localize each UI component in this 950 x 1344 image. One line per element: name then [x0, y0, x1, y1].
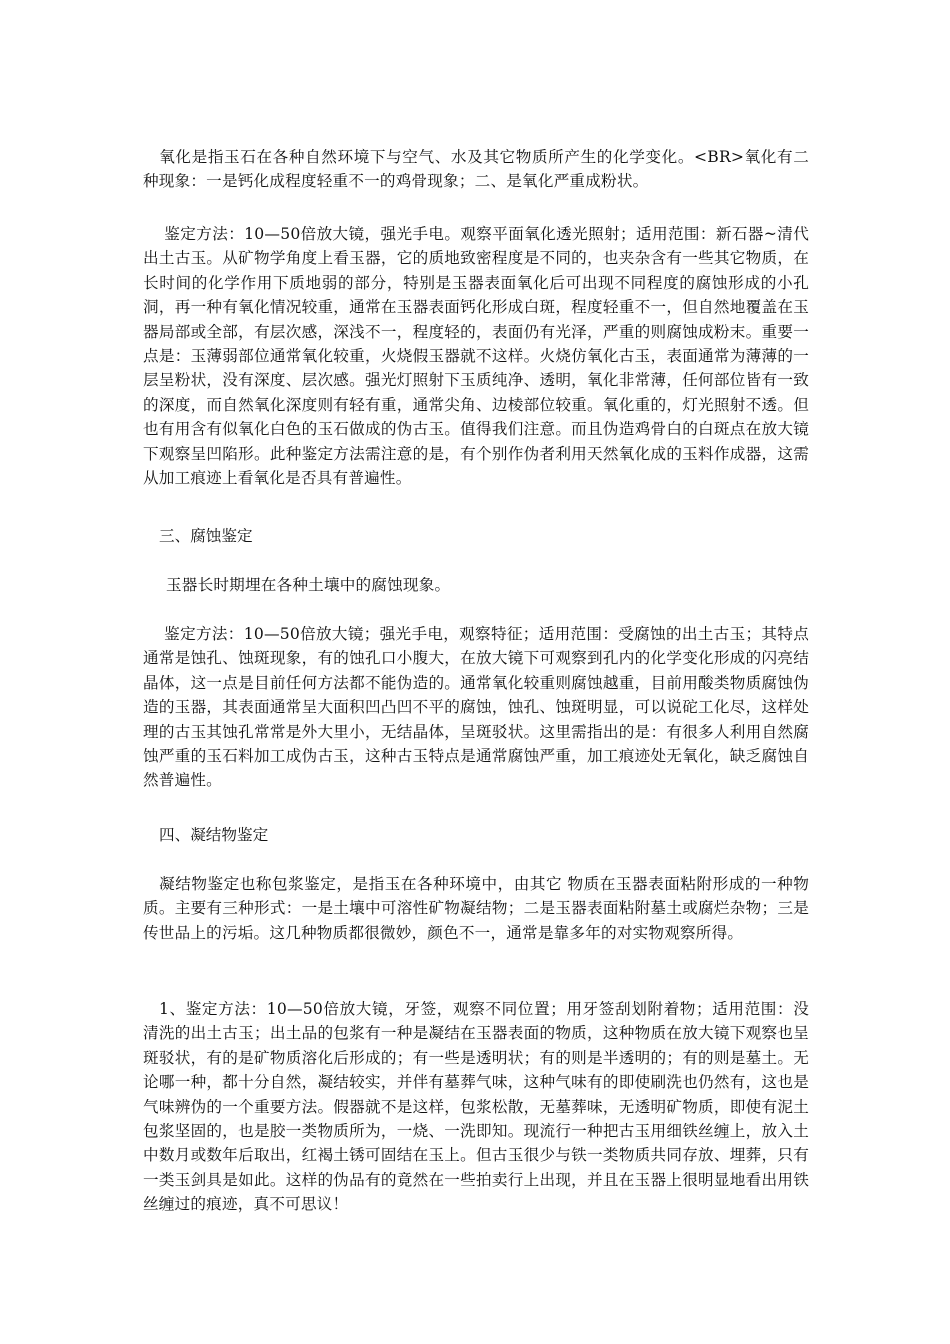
heading-concretion: 四、凝结物鉴定	[159, 826, 269, 844]
paragraph-concretion-method: 1、鉴定方法：10—50倍放大镜，牙签，观察不同位置；用牙签刮划附着物；适用范围：没清洗的出土古玉；出土品的包浆有一种是凝结在玉器表面的物质，这种物质在放大镜下观察也呈斑驳状，有的是矿物质溶化后形成的；有一些是透明状；有的则是半透明的；有的则是墓土。无论哪一种，都十分自然，凝结较实，并伴有墓葬气味，这种气味有的即使刷洗也仍然有，这也是气味辨伪的一个重要方法。假器就不是这样，包浆松散，无墓葬味，无透明矿物质，即使有泥土包浆坚固的，也是胶一类物质所为，一烧、一洗即知。现流行一种把古玉用细铁丝缠上，放入土中数月或数年后取出，红褐土锈可固结在玉上。但古玉很少与铁一类物质共同存放、埋葬，只有一类玉剑具是如此。这样的伪品有的竟然在一些拍卖行上出现，并且在玉器上很明显地看出用铁丝缠过的痕迹，真不可思议！	[143, 1000, 809, 1214]
paragraph-oxidation-definition: 氧化是指玉石在各种自然环境下与空气、水及其它物质所产生的化学变化。<BR>氧化有二种现象：一是钙化成程度轻重不一的鸡骨现象；二、是氧化严重成粉状。	[143, 148, 809, 191]
paragraph-corrosion-method: 鉴定方法：10—50倍放大镜；强光手电，观察特征；适用范围：受腐蚀的出土古玉；其特点通常是蚀孔、蚀斑现象，有的蚀孔口小腹大，在放大镜下可观察到孔内的化学变化形成的闪亮结晶体，这一点是目前任何方法都不能伪造的。通常氧化较重则腐蚀越重，目前用酸类物质腐蚀伪造的玉器，其表面通常呈大面积凹凸凹不平的腐蚀，蚀孔、蚀斑明显，可以说砣工化尽，这样处理的古玉其蚀孔常常是外大里小，无结晶体，呈斑驳状。这里需指出的是：有很多人利用自然腐蚀严重的玉石料加工成伪古玉，这种古玉特点是通常腐蚀严重，加工痕迹处无氧化，缺乏腐蚀自然普遍性。	[143, 625, 809, 790]
paragraph-concretion-definition: 凝结物鉴定也称包浆鉴定，是指玉在各种环境中，由其它 物质在玉器表面粘附形成的一种物质。主要有三种形式：一是土壤中可溶性矿物凝结物；二是玉器表面粘附墓土或腐烂杂物；三是传世品上的污垢。这几种物质都很微妙，颜色不一，通常是靠多年的对实物观察所得。	[143, 875, 809, 942]
paragraph-oxidation-method: 鉴定方法：10—50倍放大镜，强光手电。观察平面氧化透光照射；适用范围：新石器~清代出土古玉。从矿物学角度上看玉器，它的质地致密程度是不同的，也夹杂含有一些其它物质，在长时间的化学作用下质地弱的部分，特别是玉器表面氧化后可出现不同程度的腐蚀形成的小孔洞，再一种有氧化情况较重，通常在玉器表面钙化形成白斑，程度轻重不一，但自然地覆盖在玉器局部或全部，有层次感，深浅不一，程度轻的，表面仍有光泽，严重的则腐蚀成粉末。重要一点是：玉薄弱部位通常氧化较重，火烧假玉器就不这样。火烧仿氧化古玉，表面通常为薄薄的一层呈粉状，没有深度、层次感。强光灯照射下玉质纯净、透明，氧化非常薄，任何部位皆有一致的深度，而自然氧化深度则有轻有重，通常尖角、边棱部位较重。氧化重的，灯光照射不透。但也有用含有似氧化白色的玉石做成的伪古玉。值得我们注意。而且伪造鸡骨白的白斑点在放大镜下观察呈凹陷形。此种鉴定方法需注意的是，有个别作伪者利用天然氧化成的玉料作成器，这需从加工痕迹上看氧化是否具有普遍性。	[143, 225, 809, 488]
heading-corrosion: 三、腐蚀鉴定	[159, 527, 253, 545]
paragraph-corrosion-definition: 玉器长时期埋在各种土壤中的腐蚀现象。	[166, 576, 451, 594]
